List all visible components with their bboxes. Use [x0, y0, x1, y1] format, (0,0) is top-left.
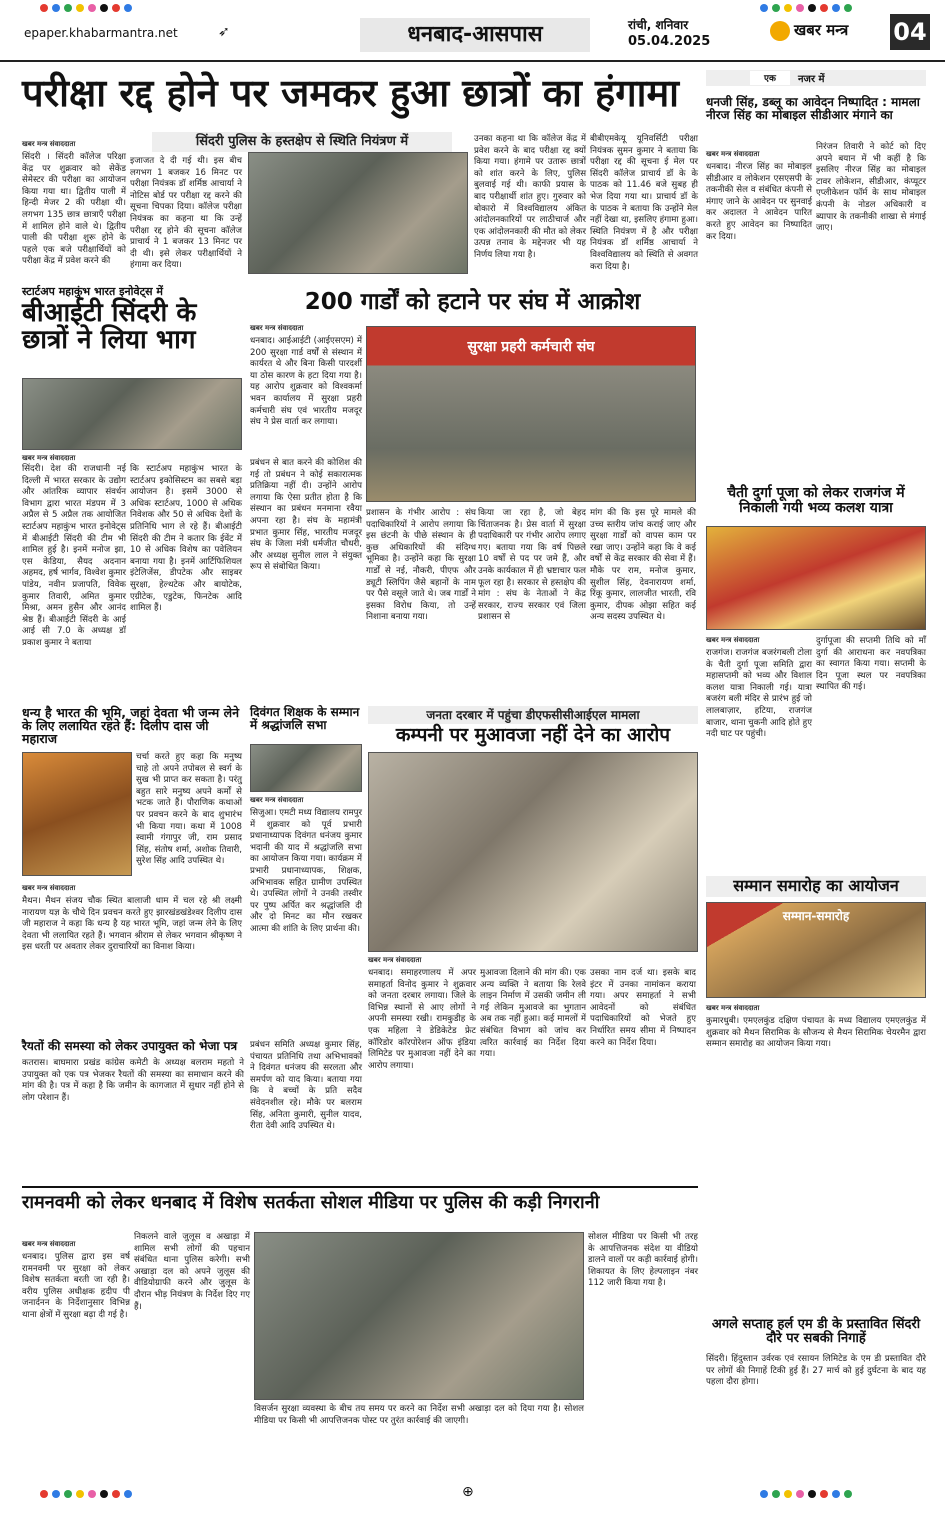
police-meeting-photo	[254, 1232, 584, 1400]
teacher-photo	[250, 744, 362, 792]
guards-banner: सुरक्षा प्रहरी कर्मचारी संघ	[467, 339, 595, 355]
startup-photo	[22, 378, 242, 450]
compensation-col-2: मुआवजा दिलाने की मांग की। एक अन्य व्यक्ति ने बताया कि रेलवे लाइन निर्माण में उसकी जमीन ली गई लेकिन मुआवजे का भुगतान अब तक नहीं हुआ। कई मामलों में संबंधित विभाग को जांच कर त्वरित कार्रवाई का निर्देश दिया गया।	[480, 968, 586, 1060]
side-headline-2: चैती दुर्गा पूजा को लेकर राजगंज में निकाली गयी भव्य कलश यात्रा	[727, 485, 905, 516]
footer-dots-right	[760, 1490, 852, 1500]
byline: खबर मन्त्र संवाददाता	[368, 956, 422, 964]
teacher-col-1: सिजुआ। एमटी मध्य विद्यालय रामपुर में शुक्रवार को पूर्व प्रभारी प्रधानाध्यापक दिवंगत धनंजय कुमार भदानी की याद में श्रद्धांजलि सभा का आयोजन किया गया। कार्यक्रम में प्रभारी प्रधानाध्यापक, शिक्षक, अभिभावक सहित ग्रामीण उपस्थित थे। उपस्थित लोगों ने उनकी तस्वीर पर पुष्प अर्पित कर श्रद्धांजलि दी और दो मिनट का मौन रखकर आत्मा की शांति के लिए प्रार्थना की।	[250, 808, 362, 934]
rayat-headline: रैयतों की समस्या को लेकर उपायुक्त को भेजा पत्र	[22, 1039, 238, 1053]
saint-photo	[22, 752, 132, 876]
dharm-col-2: चर्चा करते हुए कहा कि मनुष्य चाहे तो अपने तपोबल से स्वर्ग के सुख भी प्राप्त कर सकता है। परंतु बहुत सारे मनुष्य अपने कर्मों से भटक जाते हैं। पौराणिक कथाओं पर प्रवचन करने के बाद शुभारंभ भी किया गया। कथा में 1008 स्वामी गंगापुर जी, राम प्रसाद सिंह, संतोष शर्मा, अशोक तिवारी, सुरेश सिंह आदि उपस्थित थे।	[136, 752, 242, 867]
cursor-icon: ➶	[218, 24, 230, 40]
logo-icon	[770, 21, 790, 41]
main-col-2: इजाजत दे दी गई थी। इस बीच लगभग 1 बजकर 16 मिनट पर परीक्षा नियंत्रक डॉ शर्मिष्ठ आचार्या ने नोटिस बोर्ड पर परीक्षा रद्द करने की सूचना चिपका दिया। कॉलेज परीक्षा नियंत्रक का कहना था कि उन्हें परीक्षा रद्द होने की सूचना कॉलेज प्राचार्य ने 1 बजकर 13 मिनट पर दी थी। इसे लेकर परीक्षार्थियों ने हंगामा कर दिया।	[130, 156, 242, 271]
compensation-col-3: उसका नाम दर्ज था। इसके बाद इंटर में उनका नामांकन कराया गया। अपर समाहर्ता ने सभी आवेदनों को संबंधित पदाधिकारियों को भेजते हुए निर्धारित समय सीमा में निष्पादन करने का निर्देश दिया।	[590, 968, 696, 1048]
side-text-1a: धनबाद। नीरज सिंह का मोबाइल सीडीआर व लोकेशन एसएसपी के तकनीकी सेल व संबंधित कंपनी से मंगाए जाने के आवेदन पर सुनवाई कर अदालत ने आवेदन पारित करते हुए आवेदन का निष्पादित कर दिया।	[706, 162, 812, 242]
exam-protest-photo	[248, 152, 468, 274]
kalash-yatra-photo	[706, 526, 926, 630]
guards-headline: 200 गार्डों को हटाने पर संघ में आक्रोश	[304, 289, 641, 315]
ramnavami-col-2: निकलने वाले जुलूस व अखाड़ा में शामिल सभी लोगों की पहचान संबंधित थाना पुलिस करेगी। सभी अखाड़ा दल को अपने जुलूस की वीडियोग्राफी करने और जुलूस के दौरान भीड़ नियंत्रण के निर्देश दिए गए हैं।	[134, 1232, 250, 1312]
side-tag	[706, 70, 926, 86]
site-url[interactable]: epaper.khabarmantra.net	[24, 26, 178, 40]
startup-kicker: स्टार्टअप महाकुंभ भारत इनोवेट्स में	[22, 285, 164, 298]
guards-col-4: मांग की कि इस पूरे मामले की उच्च स्तरीय जांच कराई जाए और सुरक्षा गार्डों को वापस काम पर रखा जाए। उन्होंने कहा कि वे कई वर्षों से केंद्र सरकार की सेवा में हैं। मौके पर राम, मनोज कुमार, सुशील सिंह, देवनारायण शर्मा, रिंकू कुमार, लालजीत भारती, रवि कुमार, दीपक ओझा सहित कई अन्य सदस्य उपस्थित थे।	[590, 508, 696, 623]
byline: खबर मन्त्र संवाददाता	[706, 636, 760, 644]
main-col-1: सिंदरी । सिंदरी कॉलेज परिक्षा केंद्र पर शुक्रवार को सेकेंड सेमेस्टर की परीक्षा का आयोजन किया गया था। द्वितीय पाली में हिन्दी मेजर 2 की परीक्षा थी। लगभग 135 छात्र छात्राएँ परीक्षा में शामिल होने वाले थे। द्वितीय पाली की परीक्षा शुरू होने के पहले एक बजे परीक्षार्थियों को परीक्षा केंद्र में प्रवेश करने की	[22, 152, 126, 267]
brand-logo	[770, 20, 880, 46]
page-header	[0, 0, 945, 62]
side-headline-4: अगले सप्ताह हर्ल एम डी के प्रस्तावित सिंदरी दौरे पर सबकी निगाहें	[711, 1317, 921, 1346]
byline: खबर मन्त्र संवाददाता	[250, 324, 304, 332]
compensation-headline: कम्पनी पर मुआवजा नहीं देने का आरोप	[395, 724, 671, 746]
main-headline: परीक्षा रद्द होने पर जमकर हुआ छात्रों का हंगामा	[22, 71, 680, 115]
startup-headline: बीआईटी सिंदरी के छात्रों ने लिया भाग	[22, 298, 197, 356]
byline: खबर मन्त्र संवाददाता	[22, 1240, 76, 1248]
section-title: धनबाद-आसपास	[360, 18, 590, 52]
dharm-headline: धन्य है भारत की भूमि, जहां देवता भी जन्म लेने के लिए ललायित रहते हैं: दिलीप दास जी महाराज	[22, 705, 240, 747]
side-tag-label: एक	[750, 71, 790, 85]
teacher-col-2: प्रबंधन समिति अध्यक्ष कुमार सिंह, पंचायत प्रतिनिधि तथा अभिभावकों ने दिवंगत धनंजय की सरलता और समर्पण को याद किया। बताया गया कि वे बच्चों के प्रति सदैव संवेदनशील रहे। मौके पर बलराम सिंह, अनिता कुमारी, सुनील यादव, रीता देवी आदि उपस्थित थे।	[250, 1040, 362, 1132]
teacher-headline: दिवंगत शिक्षक के सम्मान में श्रद्धांजलि सभा	[250, 705, 360, 732]
footer-dots-left	[40, 1490, 132, 1500]
guards-col-2: प्रशासन के गंभीर आरोप : संघ पदाधिकारियों ने आरोप लगाया कि इस छंटनी के पीछे संस्थान के ही कुछ अधिकारियों की संदिग्ध भूमिका है। उन्होंने कहा कि सुरक्षा गार्डों से नई, नौकरी, पीएफ और ड्यूटी स्लिपिंग जैसे बहानों के नाम पर पैसे वसूले जाते थे। जब गार्डों ने इसका विरोध किया, तो उन्हें निशाना बनाया गया।	[366, 508, 476, 623]
byline: खबर मन्त्र संवाददाता	[22, 454, 76, 462]
startup-col-1: सिंदरी। देश की राजधानी नई दिल्ली में भारत सरकार के उद्योग और आंतरिक व्यापार संवर्धन विभाग द्वारा भारत मंडपम में 3 अप्रैल से 5 अप्रैल तक आयोजित स्टार्टअप महाकुंभ भारत इनोवेट्स में बीआईटी सिंदरी की टीम भी शामिल हुई है। इनमें मनोज झा, एस केडिया, सैयद अदनान अहमद, हर्ष भार्गव, विश्वेश कुमार पांडेय, नवीन प्रजापति, विवेक कुमार तिवारी, अमित कुमार मिश्रा, अमन हुसैन और आनंद श्रेष्ठ हैं। बीआईटी सिंदरी के आई आई सी 7.0 के अध्यक्ष डॉ प्रकाश कुमार ने बताया	[22, 464, 126, 648]
samman-photo	[706, 902, 926, 998]
janta-darbar-photo	[368, 752, 698, 952]
ramnavami-col-4: सोशल मीडिया पर किसी भी तरह के आपत्तिजनक संदेश या वीडियो डालने वालों पर कड़ी कार्रवाई होगी। शिकायत के लिए हेल्पलाइन नंबर 112 जारी किया गया है।	[588, 1232, 698, 1289]
samman-banner: सम्मान-समारोह	[782, 909, 850, 923]
byline: खबर मन्त्र संवाददाता	[22, 884, 76, 892]
ramnavami-col-1: धनबाद। पुलिस द्वारा इस वर्ष रामनवमी पर सुरक्षा को लेकर विशेष सतर्कता बरती जा रही है। वरीय पुलिस अधीक्षक हृदीप पी जनार्दनन के निर्देशानुसार विभिन्न थाना क्षेत्रों में सुरक्षा बढ़ा दी गई है।	[22, 1252, 130, 1320]
guards-col-3: किया जा रहा है, जो बेहद चिंताजनक है। प्रेस वार्ता में सुरक्षा पदाधिकारी पर गंभीर आरोप लगाए गए। बताया गया कि वर्ष पिछले 10 वर्षों से पद पर जमे हैं, और उनके कार्यकाल में ही भ्रष्टाचार फल फूल रहा है। सरकार से हस्तक्षेप की मांग : संघ के नेताओं ने केंद्र सरकार, राज्य सरकार एवं जिला प्रशासन से	[478, 508, 586, 623]
guards-col-1: धनबाद। आईआईटी (आईएसएम) में 200 सुरक्षा गार्ड वर्षों से संस्थान में कार्यरत थे और बिना किसी पारदर्शी या ठोस कारण के हटा दिया गया है। यह आरोप शुक्रवार को विश्वकर्मा भवन कार्यालय में सुरक्षा प्रहरी कर्मचारी संघ एवं भारतीय मजदूर संघ ने प्रेस वार्ता कर लगाया।	[250, 336, 362, 428]
compensation-cont	[368, 1050, 696, 1180]
side-text-4: सिंदरी। हिंदुस्तान उर्वरक एवं रसायन लिमिटेड के एम डी प्रस्तावित दौरे पर लोगों की निगाहें टिकी हुई हैं। 27 मार्च को हुई दुर्घटना के बाद यह पहला दौरा होगा।	[706, 1354, 926, 1388]
side-text-3: कुमारधुबी। एमएलकुंड दक्षिण पंचायत के मध्य विद्यालय एमएलकुंड में शुक्रवार को मैथन सिरामिक के सौजन्य से मैथन सिरामिक चेयरमैन द्वारा सम्मान समारोह का आयोजन किया गया।	[706, 1016, 926, 1050]
byline: खबर मन्त्र संवाददाता	[22, 140, 76, 148]
color-dots-left	[40, 4, 132, 14]
side-headline-1: धनजी सिंह, डब्लू का आवेदन निष्पादित : मामला नीरज सिंह का मोबाइल सीडीआर मंगाने का	[706, 95, 920, 122]
compensation-col-1: धनबाद। समाहरणालय में अपर समाहर्ता विनोद कुमार ने शुक्रवार को जनता दरबार लगाया। जिले के विभिन्न स्थानों से आए लोगों ने अपनी समस्या रखी। रामकुडीह के एक महिला ने डेडिकेटेड फ्रेट कॉरिडोर कॉरपोरेशन ऑफ इंडिया लिमिटेड पर मुआवजा नहीं देने का आरोप लगाया।	[368, 968, 476, 1071]
edition-date: 05.04.2025	[628, 34, 711, 49]
main-col-4: बीबीएमकेयू यूनिवर्सिटी परीक्षा नियंत्रक सुमन कुमार ने बताया कि परीक्षा रद्द की सूचना ई मेल पर सिंदरी कॉलेज प्राचार्य डॉ के के पाठक को 11.46 बजे सुबह ही भेज दिया गया था। प्राचार्य डॉ के के पाठक ने बताया कि उन्होंने मेल नहीं देखा था, इसलिए हंगामा हुआ। स्थिति नियंत्रण में है और परीक्षा नियंत्रक डॉ शर्मिष्ठ आचार्या ने विश्वविद्यालय को स्थिति से अवगत करा दिया है।	[590, 134, 698, 272]
side-headline-3: सम्मान समारोह का आयोजन	[706, 876, 926, 897]
guards-col-1b: प्रबंधन से बात करने की कोशिश की गई तो प्रबंधन ने कोई सकारात्मक प्रतिक्रिया नहीं दी। उन्होंने आरोप लगाया कि ऐसा प्रतीत होता है कि संस्थान का प्रबंधन मनमाना रवैया अपना रहा है। संघ के महामंत्री प्रभात कुमार सिंह, भारतीय मजदूर संघ के जिला मंत्री धर्मजीत चौधरी, और अध्यक्ष सुनील लाल ने संयुक्त रूप से संबोधित किया।	[250, 458, 362, 573]
ramnavami-headline: रामनवमी को लेकर धनबाद में विशेष सतर्कता सोशल मीडिया पर पुलिस की कड़ी निगरानी	[22, 1192, 600, 1213]
side-text-1b: निरंजन तिवारी ने कोर्ट को दिए अपने बयान में भी कहीं है कि इसलिए नीरज सिंह का मोबाइल टावर लोकेशन, सीडीआर, कंप्यूटर एप्लीकेशन फॉर्म के साथ मोबाइल कंपनी के नोडल अधिकारी व ब्यापार के तकनीकी शाखा से मंगाई जाए।	[816, 142, 926, 234]
side-text-2b: दुर्गापूजा की सप्तमी तिथि को माँ दुर्गा की आराधना कर नवपत्रिका का स्वागत किया गया। सप्तमी के दिन पूजा स्थल पर नवपत्रिका स्थापित की गई।	[816, 636, 926, 693]
main-subhead: सिंदरी पुलिस के हस्तक्षेप से स्थिति नियंत्रण में	[152, 132, 452, 152]
rayat-text: कतरास। बाघमारा प्रखंड कांग्रेस कमेटी के अध्यक्ष बलराम महतो ने उपायुक्त को एक पत्र भेजकर रैयतों की समस्या का समाधान करने की मांग की है। पत्र में कहा है कि जमीन के कागजात में सुधार नहीं होने से लोग परेशान हैं।	[22, 1058, 244, 1103]
color-dots-right	[760, 4, 852, 14]
side-text-2: राजगंज। राजगंज बजरंगबली टोला के चैती दुर्गा पूजा समिति द्वारा महासप्तमी को भव्य और विशाल कलश यात्रा निकाली गई। यात्रा बजरंग बली मंदिर से प्रारंभ हुई जो लालबाज़ार, हटिया, राजगंज बाजार, थाना चुकनी आदि होते हुए नदी घाट पर पहुंची।	[706, 648, 812, 740]
divider	[22, 1186, 698, 1188]
compensation-kicker: जनता दरबार में पहुंचा डीएफसीसीआईएल मामला	[368, 706, 698, 724]
main-col-3: उनका कहना था कि कॉलेज केंद्र में प्रवेश करने के बाद परीक्षा रद्द क्यों किया गया। हंगामे पर उतारू छात्रों को शांत करने के लिए, पुलिस बुलवाई गई थी। काफी प्रयास के बाद परीक्षार्थी शांत हुए। गुरुवार को बोकारो में विश्वविद्यालय अंकित आंदोलनकारियों पर लाठीचार्ज और एक आंदोलनकारी की मौत को लेकर उत्पन्न तनाव के मद्देनजर भी यह निर्णय लिया गया है।	[474, 134, 586, 260]
logo-text: खबर मन्त्र	[794, 21, 849, 39]
byline: खबर मन्त्र संवाददाता	[706, 1004, 760, 1012]
ramnavami-col-3: विसर्जन सुरक्षा व्यवस्था के बीच तय समय पर करने का निर्देश सभी अखाड़ा दल को दिया गया है। सोशल मीडिया पर किसी भी आपत्तिजनक पोस्ट पर तुरंत कार्रवाई की जाएगी।	[254, 1404, 584, 1426]
side-tag-title: नजर में	[798, 74, 825, 85]
page-number: 04	[890, 14, 930, 50]
startup-col-2: कि स्टार्टअप महाकुंभ भारत के स्टार्टअप इकोसिस्टम का सबसे बड़ा आयोजन है। इसमें 3000 से अधिक स्टार्टअप, 1000 से अधिक निवेशक और 50 से अधिक देशों के प्रतिनिधि भाग ले रहे हैं। बीआईटी सिंदरी की टीम ने कतार कि ईवेंट में 10 से अधिक विशेष का पवेलियन बनाया गया है। इनमें आर्टिफिशियल इंटेलिजेंस, डीपटेक और साइबर सुरक्षा, हेल्थटेक और बायोटेक, एग्रीटेक, एडुटेक, फिनटेक आदि शामिल हैं।	[130, 464, 242, 614]
byline: खबर मन्त्र संवाददाता	[706, 150, 760, 158]
edition-place: रांची, शनिवार	[628, 18, 689, 32]
register-mark-icon: ⊕	[462, 1484, 474, 1500]
byline: खबर मन्त्र संवाददाता	[250, 796, 304, 804]
guards-press-photo	[366, 326, 696, 502]
dharm-col-1: मैथन। मैथन संजय चौक स्थित बालाजी धाम में चल रहे श्री लक्ष्मी नारायण यज्ञ के चौथे दिन प्रवचन करते हुए झारखंडखंडेश्वर दिलीप दास जी महाराज ने कहा कि धन्य है यह भारत भूमि, जहां जन्म लेने के लिए देवता भी ललायित रहते हैं। भगवान श्रीराम से लेकर भगवान श्रीकृष्ण ने इस धरती पर अवतार लेकर दुराचारियों का विनाश किया।	[22, 896, 242, 953]
